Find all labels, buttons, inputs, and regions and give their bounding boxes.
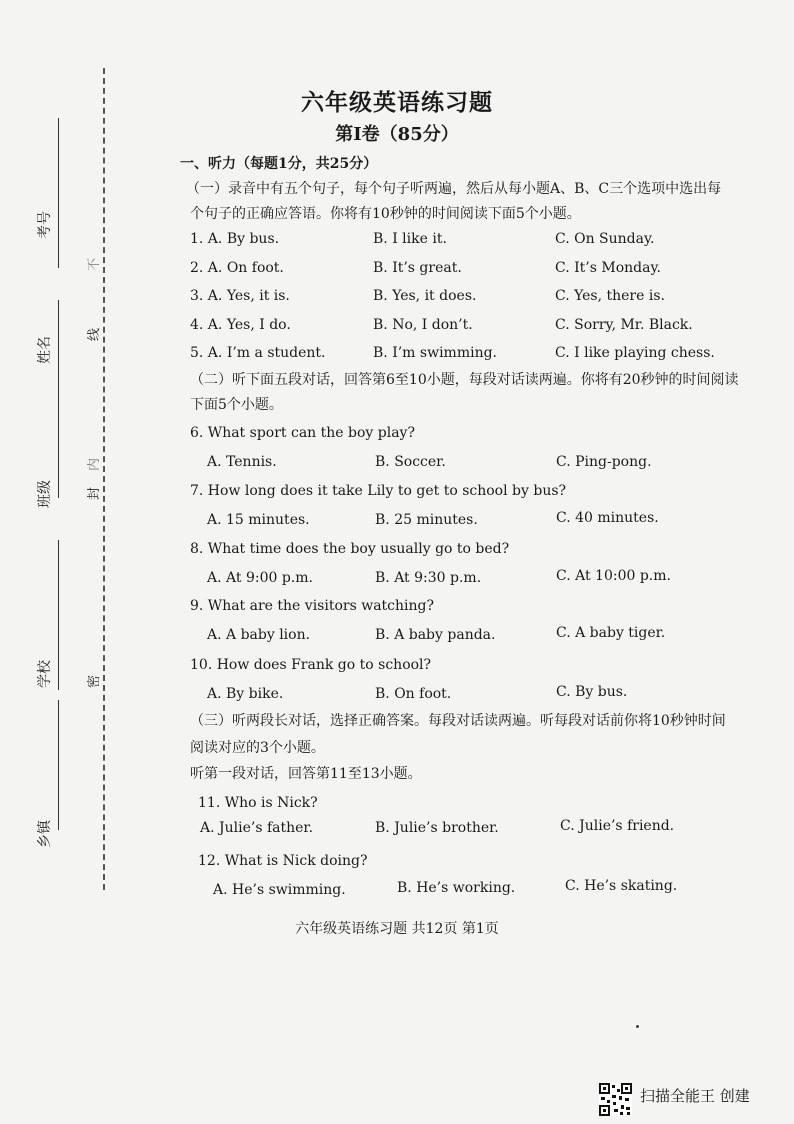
q2-option-c: C. It’s Monday. (555, 260, 661, 276)
q4-option-a: 4. A. Yes, I do. (190, 317, 291, 333)
q9-stem: 9. What are the visitors watching? (190, 598, 434, 614)
q3-option-b: B. Yes, it does. (373, 288, 477, 304)
q1-option-b: B. I like it. (373, 231, 447, 247)
school-blank (58, 540, 59, 690)
scan-speck (636, 1025, 639, 1028)
part2-instruction-1: （二）听下面五段对话，回答第6至10小题，每段对话读两遍。你将有20秒钟的时间阅读 (190, 372, 739, 388)
exam-number-label: 考号 (37, 211, 53, 239)
q8-option-c: C. At 10:00 p.m. (556, 568, 671, 584)
part-title: 第Ⅰ卷（85分） (335, 124, 459, 145)
q1-option-a: 1. A. By bus. (190, 231, 280, 247)
q2-option-a: 2. A. On foot. (190, 260, 284, 276)
seal-text-mi: 密 (87, 674, 103, 689)
section-heading: 一、听力（每题1分，共25分） (180, 156, 378, 172)
class-label: 班级 (37, 480, 53, 508)
part3-instruction-2: 阅读对应的3个小题。 (190, 740, 325, 756)
binding-dashed-line (103, 68, 105, 890)
q1-option-c: C. On Sunday. (555, 231, 655, 247)
q9-option-a: A. A baby lion. (207, 627, 311, 643)
q7-option-b: B. 25 minutes. (375, 512, 478, 528)
part2-instruction-2: 下面5个小题。 (190, 397, 283, 413)
part3-instruction-1: （三）听两段长对话，选择正确答案。每段对话读两遍。听每段对话前你将10秒钟时间 (190, 713, 726, 729)
town-label: 乡镇 (37, 820, 53, 848)
q10-stem: 10. How does Frank go to school? (190, 657, 432, 673)
q6-option-c: C. Ping-pong. (556, 454, 652, 470)
q11-option-c: C. Julie’s friend. (560, 818, 675, 834)
page-footer: 六年级英语练习题 共12页 第1页 (295, 921, 499, 937)
q3-option-c: C. Yes, there is. (555, 288, 665, 304)
q11-stem: 11. Who is Nick? (198, 795, 318, 811)
q5-option-a: 5. A. I’m a student. (190, 345, 326, 361)
q6-option-b: B. Soccer. (375, 454, 446, 470)
q5-option-b: B. I’m swimming. (373, 345, 497, 361)
town-blank (58, 700, 59, 830)
q10-option-b: B. On foot. (375, 686, 452, 702)
q12-option-a: A. He’s swimming. (213, 882, 346, 898)
q11-option-a: A. Julie’s father. (200, 820, 314, 836)
q12-option-b: B. He’s working. (397, 880, 516, 896)
part3-instruction-3: 听第一段对话，回答第11至13小题。 (190, 766, 422, 782)
scanner-watermark-label: 扫描全能王 创建 (640, 1087, 750, 1105)
q12-option-c: C. He’s skating. (565, 878, 678, 894)
part1-instruction-1: （一）录音中有五个句子，每个句子听两遍，然后从每小题A、B、C三个选项中选出每 (186, 181, 722, 197)
q9-option-c: C. A baby tiger. (556, 625, 666, 641)
q7-option-c: C. 40 minutes. (556, 510, 659, 526)
qr-code-icon (599, 1083, 632, 1116)
q6-option-a: A. Tennis. (207, 454, 277, 470)
seal-text-nei: 内 (87, 457, 103, 472)
q6-stem: 6. What sport can the boy play? (190, 425, 415, 441)
q11-option-b: B. Julie’s brother. (375, 820, 499, 836)
q4-option-c: C. Sorry, Mr. Black. (555, 317, 693, 333)
q4-option-b: B. No, I don’t. (373, 317, 473, 333)
school-label: 学校 (37, 660, 53, 688)
name-label: 姓名 (37, 336, 53, 364)
q8-option-b: B. At 9:30 p.m. (375, 570, 482, 586)
q3-option-a: 3. A. Yes, it is. (190, 288, 290, 304)
q7-option-a: A. 15 minutes. (207, 512, 310, 528)
q2-option-b: B. It’s great. (373, 260, 462, 276)
seal-text-bu: 不 (87, 257, 103, 272)
page-title: 六年级英语练习题 (301, 89, 493, 116)
seal-text-seal: 封 (87, 486, 103, 501)
q8-option-a: A. At 9:00 p.m. (207, 570, 313, 586)
q7-stem: 7. How long does it take Lily to get to school by bus? (190, 483, 567, 499)
part1-instruction-2: 个句子的正确应答语。你将有10秒钟的时间阅读下面5个小题。 (190, 206, 581, 222)
q5-option-c: C. I like playing chess. (555, 345, 715, 361)
q10-option-c: C. By bus. (556, 684, 628, 700)
q10-option-a: A. By bike. (207, 686, 284, 702)
name-blank (58, 300, 59, 400)
seal-text-line: 线 (87, 327, 103, 342)
q8-stem: 8. What time does the boy usually go to bed? (190, 541, 510, 557)
q9-option-b: B. A baby panda. (375, 627, 496, 643)
class-blank (58, 398, 59, 498)
q12-stem: 12. What is Nick doing? (198, 853, 368, 869)
